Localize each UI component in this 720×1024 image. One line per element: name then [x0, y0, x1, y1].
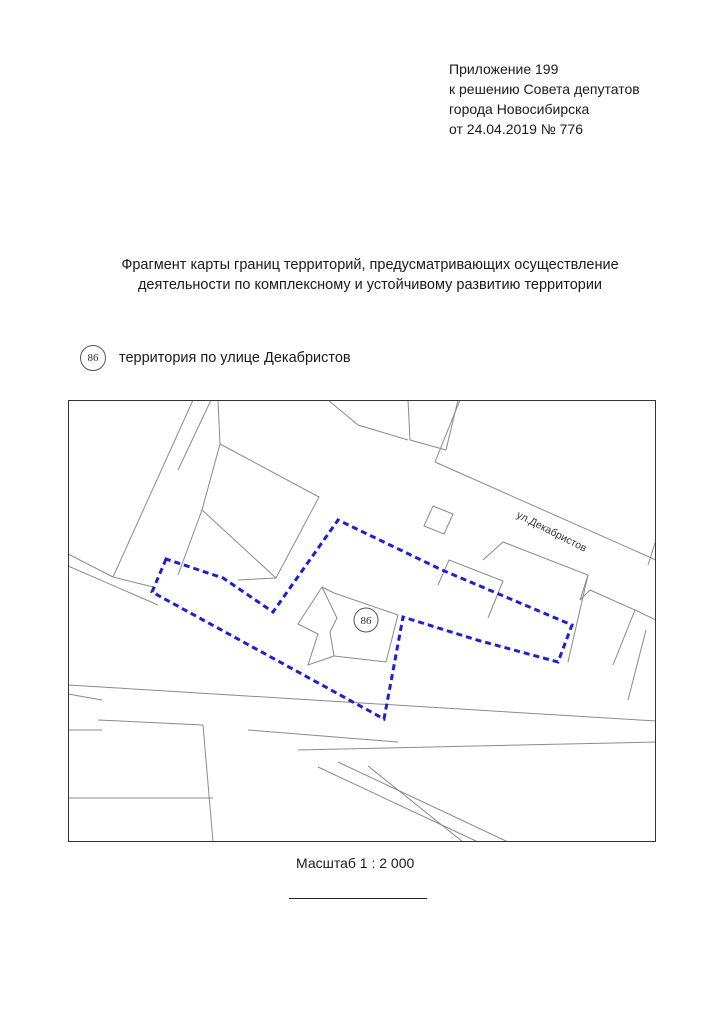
legend: [80, 344, 351, 372]
zone-marker-86: [354, 608, 378, 632]
appendix-block: [449, 59, 640, 139]
map-title: [40, 255, 700, 295]
map-title-line: Фрагмент карты границ территорий, предусматривающих осуществление: [121, 257, 619, 273]
map-drawing: [68, 400, 656, 842]
appendix-line: от 24.04.2019 № 776: [449, 121, 584, 137]
appendix-line: Приложение 199: [449, 61, 559, 77]
appendix-line: города Новосибирска: [449, 101, 590, 117]
map-fragment: [68, 400, 656, 842]
map-title-line: деятельности по комплексному и устойчивому развитию территории: [137, 277, 603, 293]
legend-zone-marker: 86: [80, 345, 106, 371]
zone-marker-label: 86: [360, 615, 372, 627]
appendix-line: к решению Совета депутатов: [449, 81, 640, 97]
street-label: ул.Декабристов: [514, 508, 589, 555]
legend-text: территория по улице Декабристов: [119, 350, 351, 366]
signature-line: [289, 898, 427, 899]
scale-label: Масштаб 1 : 2 000: [296, 855, 415, 871]
